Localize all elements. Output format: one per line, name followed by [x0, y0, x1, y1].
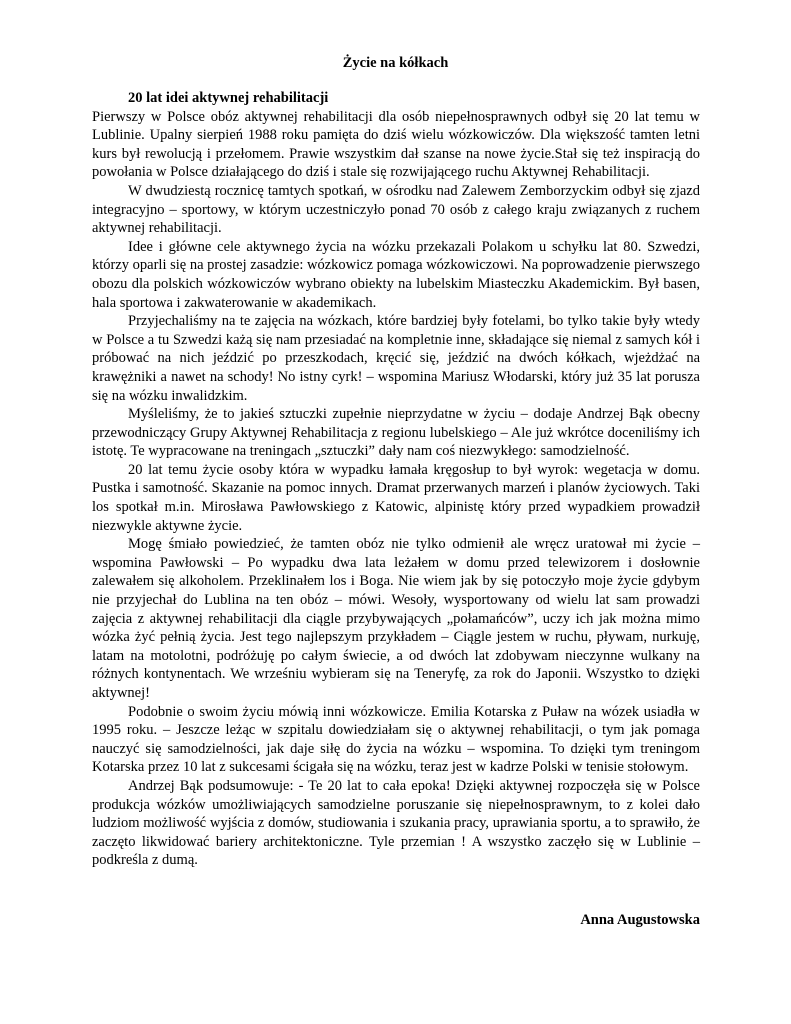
paragraph-twenty-years: 20 lat temu życie osoby która w wypadku łamała kręgosłup to był wyrok: wegetacja w domu. Pustka i samotność. Skazanie na pomoc innych. Dramat przerwanych marzeń i planów życiowych. Taki los spotkał m.in. Mirosława Pawłowskiego z Katowic, alpinistę który przed wypadkiem prowadził niezwykle aktywne życie.	[92, 461, 700, 534]
author-signature: Anna Augustowska	[580, 912, 700, 928]
paragraph-bak: Myśleliśmy, że to jakieś sztuczki zupełnie nieprzydatne w życiu – dodaje Andrzej Bąk obecny przewodniczący Grupy Aktywnej Rehabilitacja z regionu lubelskiego – Ale już wkrótce doceniliśmy ich istotę. Te wypracowane na treningach „sztuczki” dały nam coś niezwykłego: samodzielność.	[92, 406, 700, 460]
paragraph-intro: Pierwszy w Polsce obóz aktywnej rehabilitacji dla osób niepełnosprawnych odbył się 20 lat temu w Lublinie. Upalny sierpień 1988 roku pamięta do dziś wielu wózkowiczów. Dla większość tamten letni kurs był rewolucją i przełomem. Prawie wszystkim dał szanse na nowe życie.Stał się też inspiracją do powołania w Polsce działającego do dziś i stale się rozwijającego ruchu Aktywnej Rehabilitacji.	[92, 108, 700, 181]
paragraph-kotarska: Podobnie o swoim życiu mówią inni wózkowicze. Emilia Kotarska z Puław na wózek usiadła w 1995 roku. – Jeszcze leżąc w szpitalu dowiedziałam się o aktywnej rehabilitacji, o tym jak pomaga nauczyć się samodzielności, jak daje siłę do życia na wózku – wspomina. To dzięki tym treningom Kotarska przez 10 lat z sukcesami ścigała się na wózku, teraz jest w kadrze Polski w tenisie stołowym.	[92, 703, 700, 776]
paragraph-wlodarski: Przyjechaliśmy na te zajęcia na wózkach, które bardziej były fotelami, bo tylko takie były wtedy w Polsce a tu Szwedzi każą się nam przesiadać na kompletnie inne, składające się niemal z samych kół i próbować na nich jeździć po przeszkodach, kręcić się, jeździć na dwóch kółkach, wjeżdżać na krawężniki a nawet na schody! No istny cyrk! – wspomina Mariusz Włodarski, który już 35 lat porusza się na wózku inwalidzkim.	[92, 313, 700, 404]
article-subtitle: 20 lat idei aktywnej rehabilitacji	[128, 90, 329, 106]
paragraph-anniversary: W dwudziestą rocznicę tamtych spotkań, w ośrodku nad Zalewem Zemborzyckim odbył się zjazd integracyjno – sportowy, w którym uczestniczyło ponad 70 osób z całego kraju związanych z ruchem aktywnej rehabilitacji.	[92, 182, 700, 237]
document-title: Życie na kółkach	[342, 55, 449, 71]
paragraph-pawlowski: Mogę śmiało powiedzieć, że tamten obóz nie tylko odmienił ale wręcz uratował mi życie – wspomina Pawłowski – Po wypadku dwa lata leżałem w domu przed telewizorem i dosłownie zalewałem się alkoholem. Przeklinałem los i Boga. Nie wiem jak by się potoczyło moje życie gdybym nie przyjechał do Lublina na ten obóz – mówi. Wesoły, wysportowany od wielu lat sam prowadzi zajęcia z aktywnej rehabilitacji dla ciągle przybywających „połamańców”, uczy ich jak można mimo wózka żyć pełnią życia. Jest tego najlepszym przykładem – Ciągle jestem w ruchu, pływam, nurkuję, latam na motolotni, podróżuję po całym świecie, a od dwóch lat zdobywam nieczynne wulkany na różnych kontynentach. We wrześniu wybieram się na Teneryfę, za rok do Japonii. Wszystko to dzięki aktywnej!	[92, 536, 700, 701]
article-body	[92, 89, 700, 870]
paragraph-summary: Andrzej Bąk podsumowuje: - Te 20 lat to cała epoka! Dzięki aktywnej rozpoczęła się w Polsce produkcja wózków umożliwiających samodzielne poruszanie się niepełnosprawnym, to z kolei dało ludziom możliwość wyjścia z domów, studiowania i szukania pracy, uprawiania sportu, a to sprawiło, że zaczęto likwidować bariery architektoniczne. Tyle przemian ! A wszystko zaczęło się w Lublinie – podkreśla z dumą.	[92, 777, 700, 869]
paragraph-ideas: Idee i główne cele aktywnego życia na wózku przekazali Polakom u schyłku lat 80. Szwedzi, którzy oparli się na prostej zasadzie: wózkowicz pomaga wózkowiczowi. Na poprowadzenie pierwszego obozu dla polskich wózkowiczów wybrano obiekty na lubelskim Miasteczku Akademickim. Był basen, hala sportowa i zakwaterowanie w akademikach.	[92, 238, 700, 311]
